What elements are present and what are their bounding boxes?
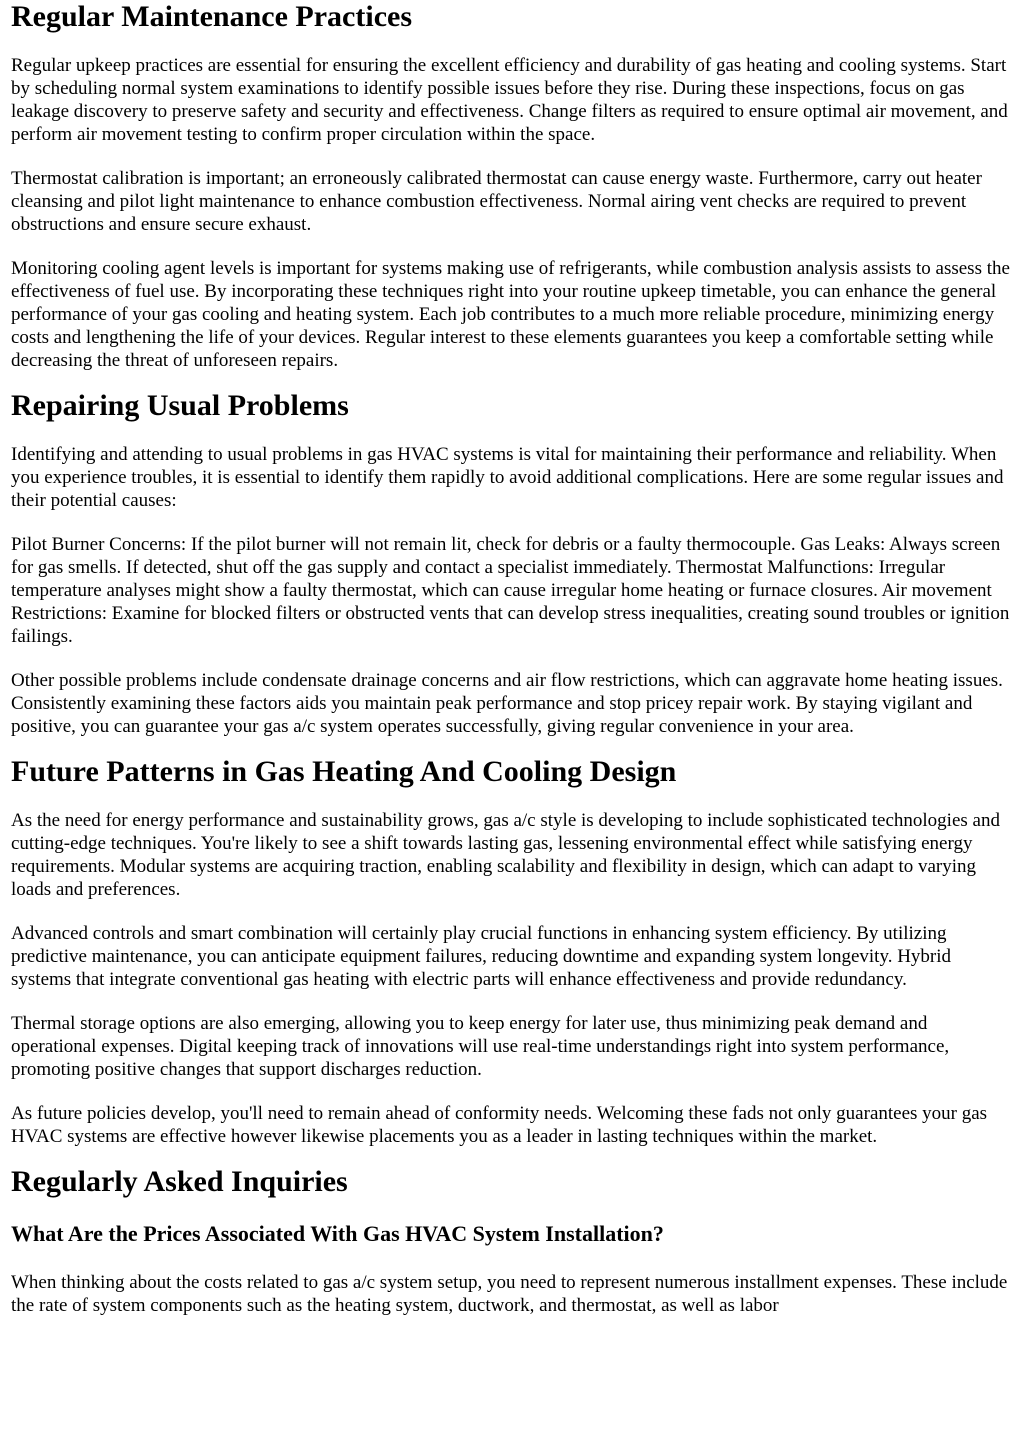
- paragraph: As the need for energy performance and sustainability grows, gas a/c style is developing to include sophisticated technologies and cutting-edge techniques. You're likely to see a shift towards lasting gas, lessening environmental effect while satisfying energy requirements. Modular systems are acquiring traction, enabling scalability and flexibility in design, which can adapt to varying loads and preferences.: [11, 810, 1000, 900]
- paragraph: Thermostat calibration is important; an erroneously calibrated thermostat can cause energy waste. Furthermore, carry out heater cleansing and pilot light maintenance to enhance combustion effectiveness. Normal airing vent checks are required to prevent obstructions and ensure secure exhaust.: [11, 168, 982, 235]
- faq-question-heading: What Are the Prices Associated With Gas HVAC System Installation?: [11, 1221, 664, 1246]
- paragraph: When thinking about the costs related to gas a/c system setup, you need to represent numerous installment expenses. These include the rate of system components such as the heating system, ductwork, and thermostat, as well as labor: [11, 1272, 1008, 1316]
- paragraph: As future policies develop, you'll need to remain ahead of conformity needs. Welcoming these fads not only guarantees your gas HVAC systems are effective however likewise placements you as a leader in lasting techniques within the market.: [11, 1103, 988, 1147]
- section-heading-maintenance: Regular Maintenance Practices: [11, 0, 413, 33]
- section-heading-future-patterns: Future Patterns in Gas Heating And Cooling Design: [11, 755, 677, 788]
- section-heading-faq: Regularly Asked Inquiries: [11, 1165, 348, 1198]
- paragraph: Identifying and attending to usual problems in gas HVAC systems is vital for maintaining their performance and reliability. When you experience troubles, it is essential to identify them rapidly to avoid additional complications. Here are some regular issues and their potential causes:: [11, 444, 1004, 511]
- paragraph: Regular upkeep practices are essential for ensuring the excellent efficiency and durability of gas heating and cooling systems. Start by scheduling normal system examinations to identify possible issues before they rise. During these inspections, focus on gas leakage discovery to preserve safety and security and effectiveness. Change filters as required to ensure optimal air movement, and perform air movement testing to confirm proper circulation within the space.: [11, 55, 1008, 145]
- paragraph: Advanced controls and smart combination will certainly play crucial functions in enhancing system efficiency. By utilizing predictive maintenance, you can anticipate equipment failures, reducing downtime and expanding system longevity. Hybrid systems that integrate conventional gas heating with electric parts will enhance effectiveness and provide redundancy.: [11, 923, 952, 990]
- paragraph: Pilot Burner Concerns: If the pilot burner will not remain lit, check for debris or a faulty thermocouple. Gas Leaks: Always screen for gas smells. If detected, shut off the gas supply and contact a specialist immediately. Thermostat Malfunctions: Irregular temperature analyses might show a faulty thermostat, which can cause irregular home heating or furnace closures. Air movement Restrictions: Examine for blocked filters or obstructed vents that can develop stress inequalities, creating sound troubles or ignition failings.: [11, 534, 1010, 647]
- paragraph: Other possible problems include condensate drainage concerns and air flow restrictions, which can aggravate home heating issues. Consistently examining these factors aids you maintain peak performance and stop pricey repair work. By staying vigilant and positive, you can guarantee your gas a/c system operates successfully, giving regular convenience in your area.: [11, 670, 1003, 737]
- paragraph: Thermal storage options are also emerging, allowing you to keep energy for later use, thus minimizing peak demand and operational expenses. Digital keeping track of innovations will use real-time understandings right into system performance, promoting positive changes that support discharges reduction.: [11, 1013, 950, 1080]
- section-heading-troubleshooting: Repairing Usual Problems: [11, 389, 349, 422]
- paragraph: Monitoring cooling agent levels is important for systems making use of refrigerants, while combustion analysis assists to assess the effectiveness of fuel use. By incorporating these techniques right into your routine upkeep timetable, you can enhance the general performance of your gas cooling and heating system. Each job contributes to a much more reliable procedure, minimizing energy costs and lengthening the life of your devices. Regular interest to these elements guarantees you keep a comfortable setting while decreasing the threat of unforeseen repairs.: [11, 258, 1010, 371]
